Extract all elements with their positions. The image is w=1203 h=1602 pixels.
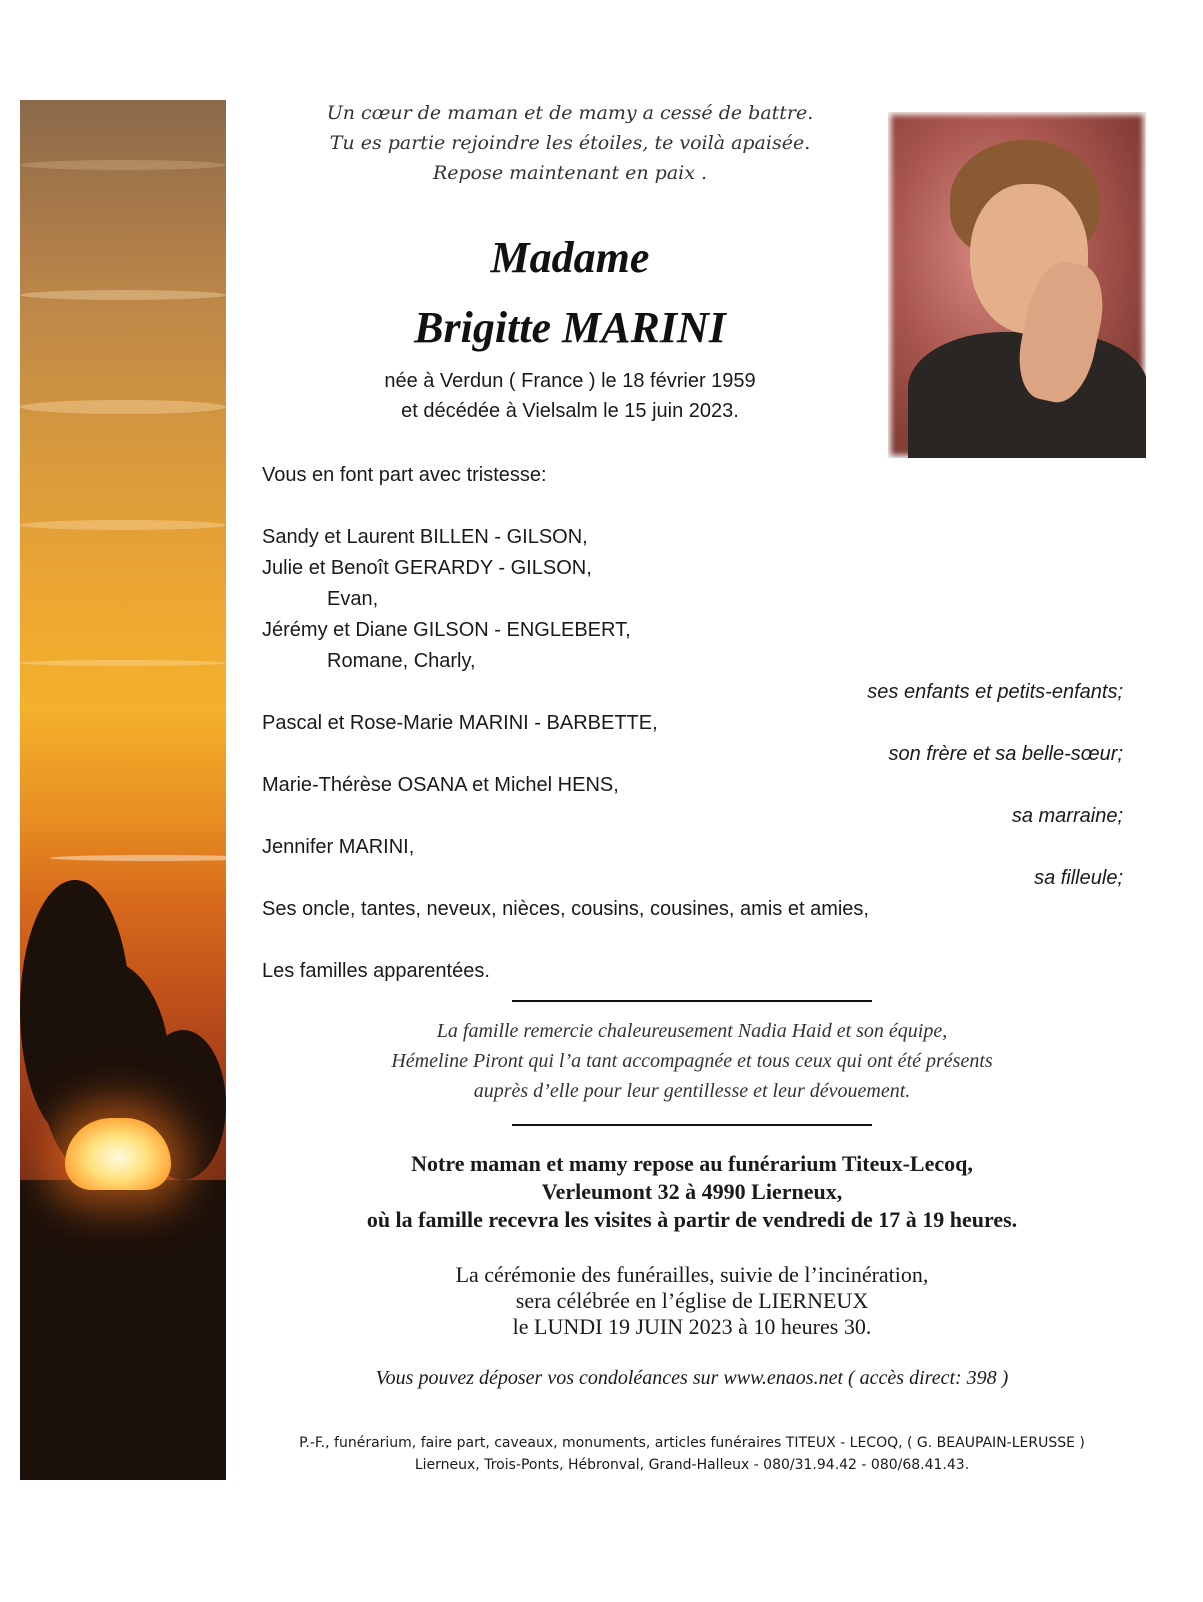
condolences-text: Vous pouvez déposer vos condoléances sur www.enaos.net ( accès direct: 398 ): [375, 1367, 1009, 1389]
verse-line: Repose maintenant en paix .: [432, 162, 708, 184]
ceremony-line: le LUNDI 19 JUIN 2023 à 10 heures 30.: [512, 1314, 872, 1339]
portrait-photo: [888, 112, 1146, 458]
deceased-title: Madame: [490, 233, 650, 282]
divider: [512, 1124, 872, 1126]
relation-label: ses enfants et petits-enfants;: [867, 681, 1123, 703]
birth-death-info: [300, 366, 840, 426]
family-line: Pascal et Rose-Marie MARINI - BARBETTE,: [262, 712, 658, 734]
death-line: et décédée à Vielsalm le 15 juin 2023.: [401, 400, 739, 422]
ceremony-info: [262, 1262, 1122, 1340]
rest-line: où la famille recevra les visites à partir de vendredi de 17 à 19 heures.: [366, 1207, 1018, 1232]
family-line: Les familles apparentées.: [262, 960, 490, 982]
deceased-name: Brigitte MARINI: [414, 303, 726, 352]
sun-icon: [65, 1118, 171, 1190]
birth-line: née à Verdun ( France ) le 18 février 1959: [384, 370, 756, 392]
intro-text: Vous en font part avec tristesse:: [262, 464, 547, 486]
family-line: Romane, Charly,: [327, 650, 476, 672]
family-line: Julie et Benoît GERARDY - GILSON,: [262, 557, 592, 579]
verse-line: Un cœur de maman et de mamy a cessé de battre.: [326, 102, 814, 124]
footer-line: Lierneux, Trois-Ponts, Hébronval, Grand-Halleux - 080/31.94.42 - 080/68.41.43.: [414, 1457, 970, 1473]
family-line: Ses oncle, tantes, neveux, nièces, cousins, cousines, amis et amies,: [262, 898, 869, 920]
family-line: Evan,: [327, 588, 379, 610]
family-line: Jérémy et Diane GILSON - ENGLEBERT,: [262, 619, 631, 641]
thanks-paragraph: [300, 1016, 1084, 1106]
thanks-line: La famille remercie chaleureusement Nadia Haid et son équipe,: [436, 1020, 948, 1042]
relation-label: sa filleule;: [1034, 867, 1123, 889]
family-line: Jennifer MARINI,: [262, 836, 415, 858]
funeral-director-footer: [262, 1432, 1122, 1476]
funerarium-info: [262, 1150, 1122, 1234]
verse-line: Tu es partie rejoindre les étoiles, te voilà apaisée.: [329, 132, 811, 154]
thanks-line: auprès d’elle pour leur gentillesse et leur dévouement.: [473, 1080, 911, 1102]
verse: [300, 98, 840, 188]
family-line: Marie-Thérèse OSANA et Michel HENS,: [262, 774, 619, 796]
relation-label: son frère et sa belle-sœur;: [888, 743, 1123, 765]
ceremony-line: La cérémonie des funérailles, suivie de l’incinération,: [455, 1262, 929, 1287]
ceremony-line: sera célébrée en l’église de LIERNEUX: [515, 1288, 869, 1313]
sunset-image: [20, 100, 226, 1480]
footer-line: P.-F., funérarium, faire part, caveaux, monuments, articles funéraires TITEUX - LECOQ, ( G. BEAUPAIN-LERUSSE ): [299, 1435, 1085, 1451]
thanks-line: Hémeline Piront qui l’a tant accompagnée et tous ceux qui ont été présents: [391, 1050, 993, 1072]
relation-label: sa marraine;: [1011, 805, 1123, 827]
rest-line: Verleumont 32 à 4990 Lierneux,: [541, 1179, 843, 1204]
divider: [512, 1000, 872, 1002]
rest-line: Notre maman et mamy repose au funérarium Titeux-Lecoq,: [411, 1151, 973, 1176]
family-line: Sandy et Laurent BILLEN - GILSON,: [262, 526, 588, 548]
